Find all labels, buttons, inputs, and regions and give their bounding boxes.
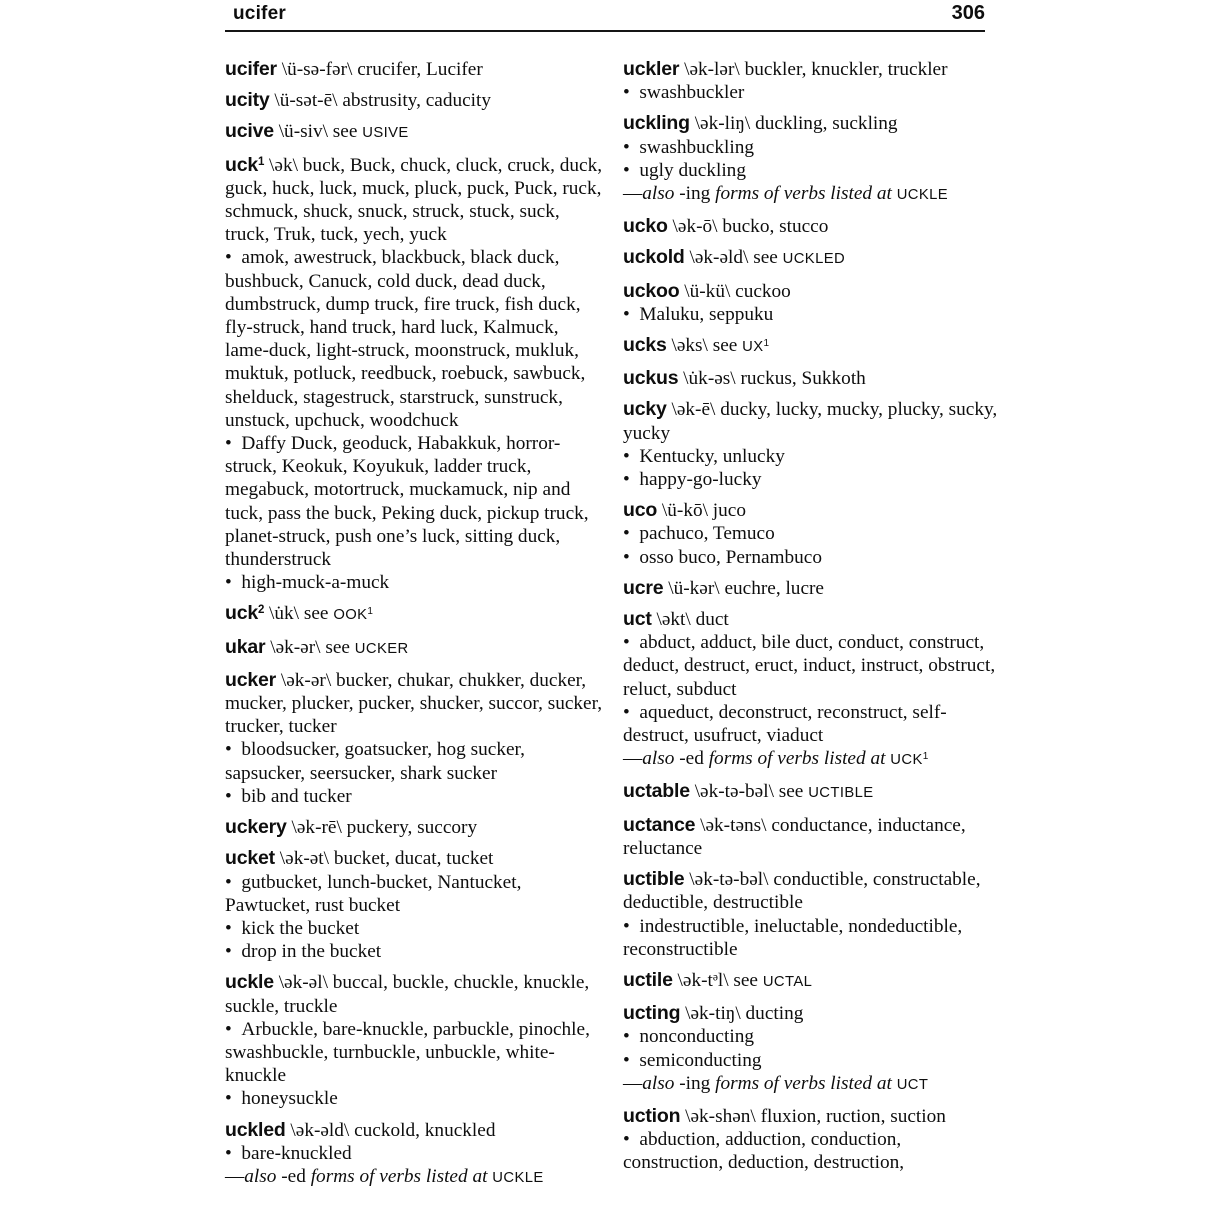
rhyme-group: • nonconducting	[623, 1026, 754, 1048]
entry-first-line: ukar \ək-ər\ see UCKER	[225, 635, 409, 658]
dictionary-entry	[623, 398, 1004, 491]
pronunciation: \ək-əld\	[285, 1119, 355, 1141]
rhyme-group: • indestructible, ineluctable, nondeductible, reconstructible	[623, 915, 963, 960]
entry-first-line: uckold \ək-əld\ see UCKLED	[623, 246, 846, 269]
entry-first-line: uctance \ək-təns\ conductance, inductance, reluctance	[623, 813, 966, 859]
headword: uckler	[623, 58, 680, 80]
entry-first-line: uckus \u̇k-əs\ ruckus, Sukkoth	[623, 367, 866, 390]
usage-note-lead: also	[642, 183, 675, 205]
headword: ucks	[623, 334, 667, 357]
cross-reference: USIVE	[362, 125, 409, 142]
dictionary-entry	[623, 577, 1004, 600]
headword: uck$^1$	[225, 153, 265, 176]
pronunciation: \ək-tə-bəl\	[689, 781, 779, 803]
entry-first-line: uction \ək-shən\ fluxion, ruction, suction	[623, 1104, 946, 1127]
dictionary-entry	[623, 499, 1004, 569]
headword: uct	[623, 608, 652, 631]
rhyme-group: • swashbuckling	[623, 136, 754, 158]
entry-first-line: uckle \ək-əl\ buccal, buckle, chuckle, knuckle, suckle, truckle	[225, 971, 590, 1017]
entry-first-line: ucive \ü-siv\ see USIVE	[225, 120, 409, 143]
rhyme-group: • gutbucket, lunch-bucket, Nantucket, Pawtucket, rust bucket	[225, 871, 522, 916]
rhyme-group: • bare-knuckled	[225, 1142, 352, 1164]
headword: ucting	[623, 1002, 681, 1025]
dictionary-entry	[623, 1002, 1004, 1097]
cross-reference: $UX^1$	[742, 338, 770, 356]
usage-note-lead: also	[642, 1072, 675, 1094]
entry-first-line: uckled \ək-əld\ cuckold, knuckled	[225, 1118, 496, 1141]
usage-note-lead: also	[642, 748, 675, 770]
dictionary-entry	[623, 334, 1004, 359]
pronunciation: \ək-shən\	[680, 1105, 761, 1127]
entry-first-line: uctile \ək-tᵊl\ see UCTAL	[623, 968, 813, 991]
dictionary-entry	[623, 969, 1004, 994]
dictionary-entry	[623, 868, 1004, 961]
dictionary-entry	[623, 608, 1004, 772]
headword: uckoo	[623, 279, 680, 302]
rhyme-group: • pachuco, Temuco	[623, 523, 775, 545]
headword: uckling	[623, 112, 690, 135]
headword: uction	[623, 1104, 681, 1127]
entry-first-line: uctable \ək-tə-bəl\ see UCTIBLE	[623, 780, 874, 803]
rhyme-group: • semiconducting	[623, 1049, 762, 1071]
headword: ucive	[225, 120, 274, 143]
cross-reference: OOK$^1$	[333, 606, 374, 624]
pronunciation: \u̇k-əs\	[678, 368, 741, 390]
entry-first-line: uckery \ək-rē\ puckery, succory	[225, 816, 478, 839]
rhyme-group: • Daffy Duck, geoduck, Habakkuk, horror-struck, Keokuk, Koyukuk, ladder truck, megabuck, motortruck, muckamuck, nip and tuck, pass the buck, Peking duck, pickup truck, planet-struck, push one’s luck, sitting duck, thunderstruck	[225, 433, 589, 571]
pronunciation: \əkt\	[651, 609, 696, 631]
pronunciation: \ək-lər\	[679, 59, 745, 80]
dictionary-entry	[225, 120, 606, 145]
pronunciation: \ək-əl\	[273, 972, 333, 994]
rhyme-group: • Arbuckle, bare-knuckle, parbuckle, pinochle, swashbuckle, turnbuckle, unbuckle, white-knuckle	[225, 1018, 590, 1087]
rhyme-group: • osso buco, Pernambuco	[623, 546, 822, 568]
usage-note-body: forms of verbs listed at	[715, 183, 892, 205]
dictionary-entry	[623, 246, 1004, 271]
pronunciation: \ək-rē\	[286, 817, 347, 839]
pronunciation: \ək-ər\	[276, 669, 336, 691]
cross-reference: UCKLE	[492, 1169, 544, 1186]
dictionary-entry	[225, 847, 606, 963]
entry-first-line: uco \ü-kō\ juco	[623, 499, 746, 522]
pronunciation: \ək\	[264, 154, 303, 176]
rhyme-group: • happy-go-lucky	[623, 469, 762, 491]
dictionary-entry	[225, 154, 606, 595]
headword: uckus	[623, 367, 679, 390]
dictionary-entry	[225, 1119, 606, 1191]
rhyme-group: • bloodsucker, goatsucker, hog sucker, sapsucker, seersucker, shark sucker	[225, 739, 525, 784]
pronunciation: \ək-təns\	[695, 814, 772, 836]
headword: uckold	[623, 246, 685, 269]
dictionary-entry	[225, 971, 606, 1110]
pronunciation: \ü-kər\	[663, 577, 725, 599]
pronunciation: \ü-kü\	[679, 280, 736, 302]
dictionary-entry	[623, 58, 1004, 104]
headword: ucket	[225, 847, 275, 870]
dictionary-entry	[225, 602, 606, 627]
dictionary-entry	[225, 816, 606, 839]
rhyme-group: • honeysuckle	[225, 1088, 338, 1110]
cross-reference: UCTIBLE	[808, 785, 874, 802]
headword: uckery	[225, 816, 287, 839]
pronunciation: \ək-tə-bəl\	[684, 869, 774, 891]
dictionary-entry	[623, 112, 1004, 207]
pronunciation: \ək-ər\	[265, 636, 326, 658]
pronunciation: \ək-əld\	[684, 247, 754, 269]
headword: uco	[623, 499, 658, 522]
rhyme-group: • swashbuckler	[623, 82, 745, 104]
entry-first-line: uckling \ək-liŋ\ duckling, suckling	[623, 112, 898, 135]
pronunciation: \ək-ət\	[274, 848, 334, 870]
column-left	[225, 58, 606, 1198]
headword: uctile	[623, 968, 673, 991]
pronunciation: \əks\	[666, 335, 713, 357]
guide-word: ucifer	[233, 3, 286, 24]
usage-note-lead: also	[244, 1165, 277, 1187]
entry-first-line: uck$^2$ \u̇k\ see OOK$^1$	[225, 602, 374, 625]
headword: uctable	[623, 780, 690, 803]
headword: ucifer	[225, 58, 277, 80]
usage-note-body: forms of verbs listed at	[715, 1072, 892, 1094]
entry-first-line: ucko \ək-ō\ bucko, stucco	[623, 215, 829, 238]
rhyme-group: • abduct, adduct, bile duct, conduct, construct, deduct, destruct, eruct, induct, instruct, obstruct, reluct, subduct	[623, 632, 996, 700]
dictionary-entry	[225, 89, 606, 112]
headword: ucky	[623, 398, 667, 421]
rhyme-group: • bib and tucker	[225, 785, 352, 807]
dictionary-entry	[623, 215, 1004, 238]
entry-first-line: ucity \ü-sət-ē\ abstrusity, caducity	[225, 89, 492, 112]
pronunciation: \ək-tᵊl\	[672, 969, 734, 991]
headword: ucre	[623, 576, 664, 599]
headword: uck$^2$	[225, 602, 265, 625]
usage-note: —also -ing forms of verbs listed at UCT	[623, 1072, 929, 1094]
entry-first-line: ucker \ək-ər\ bucker, chukar, chukker, ducker, mucker, plucker, pucker, shucker, succor, sucker, trucker, tucker	[225, 668, 603, 738]
dictionary-entry	[623, 1105, 1004, 1175]
entry-first-line: uckoo \ü-kü\ cuckoo	[623, 279, 791, 302]
entry-first-line: uck$^1$ \ək\ buck, Buck, chuck, cluck, cruck, duck, guck, huck, luck, muck, pluck, puck, Puck, ruck, schmuck, shuck, snuck, struck, stuck, suck, truck, Truk, tuck, yech, yuck	[225, 153, 603, 246]
rhyme-group: • ugly duckling	[623, 159, 746, 181]
entry-first-line: uctible \ək-tə-bəl\ conductible, constructable, deductible, destructible	[623, 868, 981, 914]
cross-reference: UCT	[896, 1076, 929, 1093]
entry-first-line: ucre \ü-kər\ euchre, lucre	[623, 576, 824, 599]
page-number: 306	[951, 2, 985, 24]
rhyme-group: • amok, awestruck, blackbuck, black duck, bushbuck, Canuck, cold duck, dead duck, dumbstruck, dump truck, fire truck, fish duck, fly-struck, hand truck, hard luck, Kalmuck, lame-duck, light-struck, moonstruck, mukluk, muktuk, potluck, reedbuck, roebuck, sawbuck, shelduck, stagestruck, starstruck, sunstruck, unstuck, upchuck, woodchuck	[225, 247, 586, 431]
pronunciation: \ü-kō\	[657, 500, 713, 522]
usage-note: —also -ing forms of verbs listed at UCKLE	[623, 183, 949, 205]
entry-first-line: uct \əkt\ duct	[623, 608, 729, 631]
pronunciation: \ək-ō\	[667, 216, 723, 238]
cross-reference: UCKLE	[896, 187, 949, 204]
dictionary-entry	[623, 367, 1004, 390]
pronunciation: \ək-liŋ\	[689, 113, 756, 135]
cross-reference: UCKLED	[782, 251, 846, 268]
headword: uctible	[623, 868, 685, 891]
usage-note: —also -ed forms of verbs listed at UCK$^1$	[623, 748, 929, 770]
dictionary-entry	[225, 669, 606, 808]
dictionary-entry	[623, 280, 1004, 326]
pronunciation: \ü-sə-fər\	[276, 59, 358, 80]
cross-reference: UCTAL	[762, 973, 813, 990]
usage-note-body: forms of verbs listed at	[310, 1165, 488, 1187]
headword-sense-number: 2	[258, 604, 265, 617]
usage-note: —also -ed forms of verbs listed at UCKLE	[225, 1165, 544, 1187]
rhyme-group: • kick the bucket	[225, 917, 360, 939]
cross-reference-sense-number: 1	[763, 338, 770, 350]
entry-first-line: ucifer \ü-sə-fər\ crucifer, Lucifer	[225, 58, 483, 80]
running-head	[225, 0, 985, 32]
entry-first-line: ucket \ək-ət\ bucket, ducat, tucket	[225, 847, 494, 870]
pronunciation: \ək-tiŋ\	[680, 1003, 746, 1025]
rhyme-group: • high-muck-a-muck	[225, 572, 390, 594]
headword: uckled	[225, 1118, 286, 1141]
dictionary-entry	[623, 780, 1004, 805]
entry-first-line: ucky \ək-ē\ ducky, lucky, mucky, plucky, sucky, yucky	[623, 398, 998, 444]
pronunciation: \u̇k\	[264, 603, 304, 625]
dictionary-entry	[623, 814, 1004, 860]
rhyme-group: • aqueduct, deconstruct, reconstruct, self-destruct, usufruct, viaduct	[623, 701, 947, 747]
headword: uckle	[225, 971, 274, 994]
usage-note-body: forms of verbs listed at	[708, 748, 886, 770]
cross-reference: UCKER	[354, 640, 409, 657]
rhyme-group: • Kentucky, unlucky	[623, 445, 785, 467]
headword: ucity	[225, 89, 270, 112]
cross-reference: UCK$^1$	[890, 751, 929, 769]
rhyme-group: • drop in the bucket	[225, 941, 382, 963]
rhyme-group: • Maluku, seppuku	[623, 303, 774, 325]
column-right	[623, 58, 1004, 1198]
pronunciation: \ü-sət-ē\	[269, 90, 343, 112]
headword: ukar	[225, 635, 266, 658]
pronunciation: \ək-ē\	[666, 399, 721, 421]
text-columns	[225, 58, 1015, 1198]
headword: ucker	[225, 668, 277, 691]
entry-first-line: ucting \ək-tiŋ\ ducting	[623, 1002, 804, 1025]
headword: ucko	[623, 215, 668, 238]
dictionary-entry	[225, 636, 606, 661]
dictionary-page	[225, 0, 1015, 1198]
cross-reference-sense-number: 1	[367, 606, 374, 618]
headword-sense-number: 1	[258, 155, 265, 168]
cross-reference-sense-number: 1	[922, 751, 929, 763]
headword: uctance	[623, 813, 696, 836]
pronunciation: \ü-siv\	[273, 121, 333, 143]
dictionary-entry	[225, 58, 606, 81]
entry-first-line: uckler \ək-lər\ buckler, knuckler, truckler	[623, 58, 948, 80]
rhyme-group: • abduction, adduction, conduction, construction, deduction, destruction,	[623, 1129, 905, 1174]
entry-first-line: ucks \əks\ see $UX^1$	[623, 334, 770, 357]
